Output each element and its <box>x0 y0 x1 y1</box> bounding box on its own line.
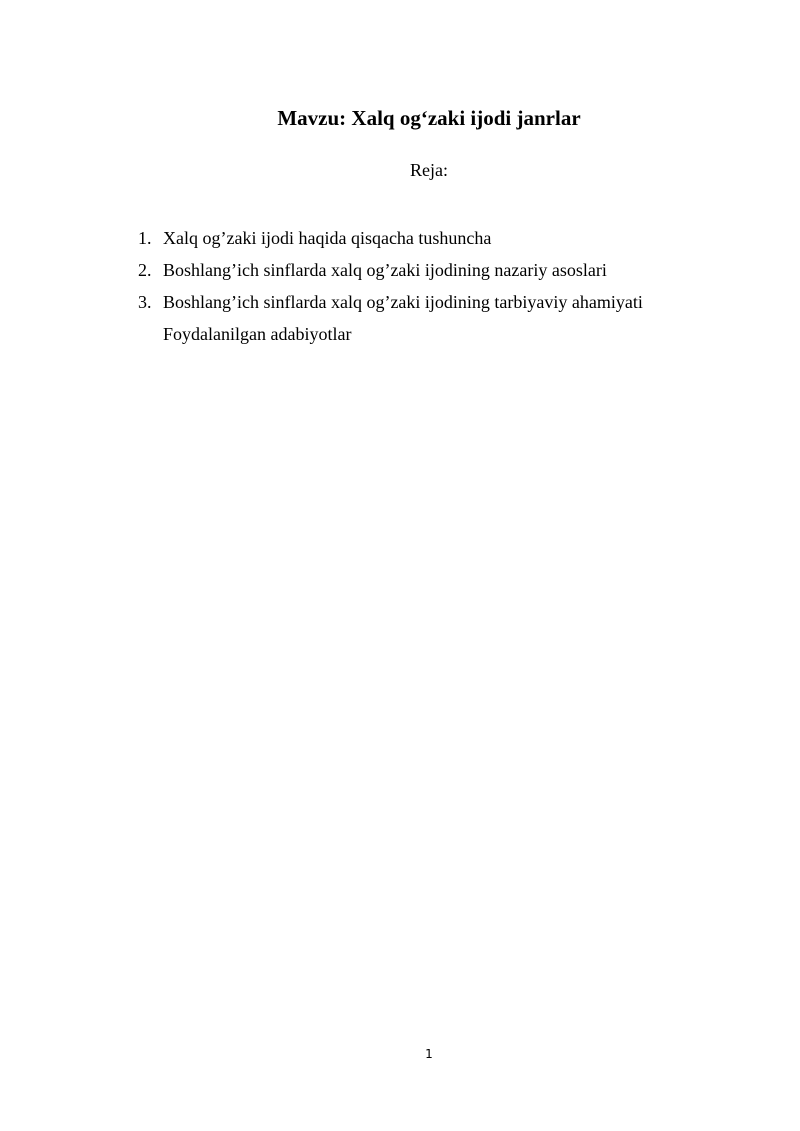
list-item-number: 1. <box>138 228 152 248</box>
references-item: Foydalanilgan adabiyotlar <box>163 324 352 344</box>
list-item <box>138 254 643 286</box>
list-item-number: 3. <box>138 292 152 312</box>
list-item-number: 2. <box>138 260 152 280</box>
list-item-text: Xalq og’zaki ijodi haqida qisqacha tushuncha <box>163 228 492 248</box>
list-item <box>138 286 643 318</box>
plan-heading: Reja: <box>410 160 448 180</box>
list-item-text: Boshlang’ich sinflarda xalq og’zaki ijodining nazariy asoslari <box>163 260 607 280</box>
page-number: 1 <box>425 1047 433 1061</box>
page-title: Mavzu: Xalq og‘zaki ijodi janrlar <box>277 106 581 130</box>
plan-list <box>138 222 643 350</box>
list-item <box>138 222 643 254</box>
list-item-text: Boshlang’ich sinflarda xalq og’zaki ijodining tarbiyaviy ahamiyati <box>163 292 643 312</box>
